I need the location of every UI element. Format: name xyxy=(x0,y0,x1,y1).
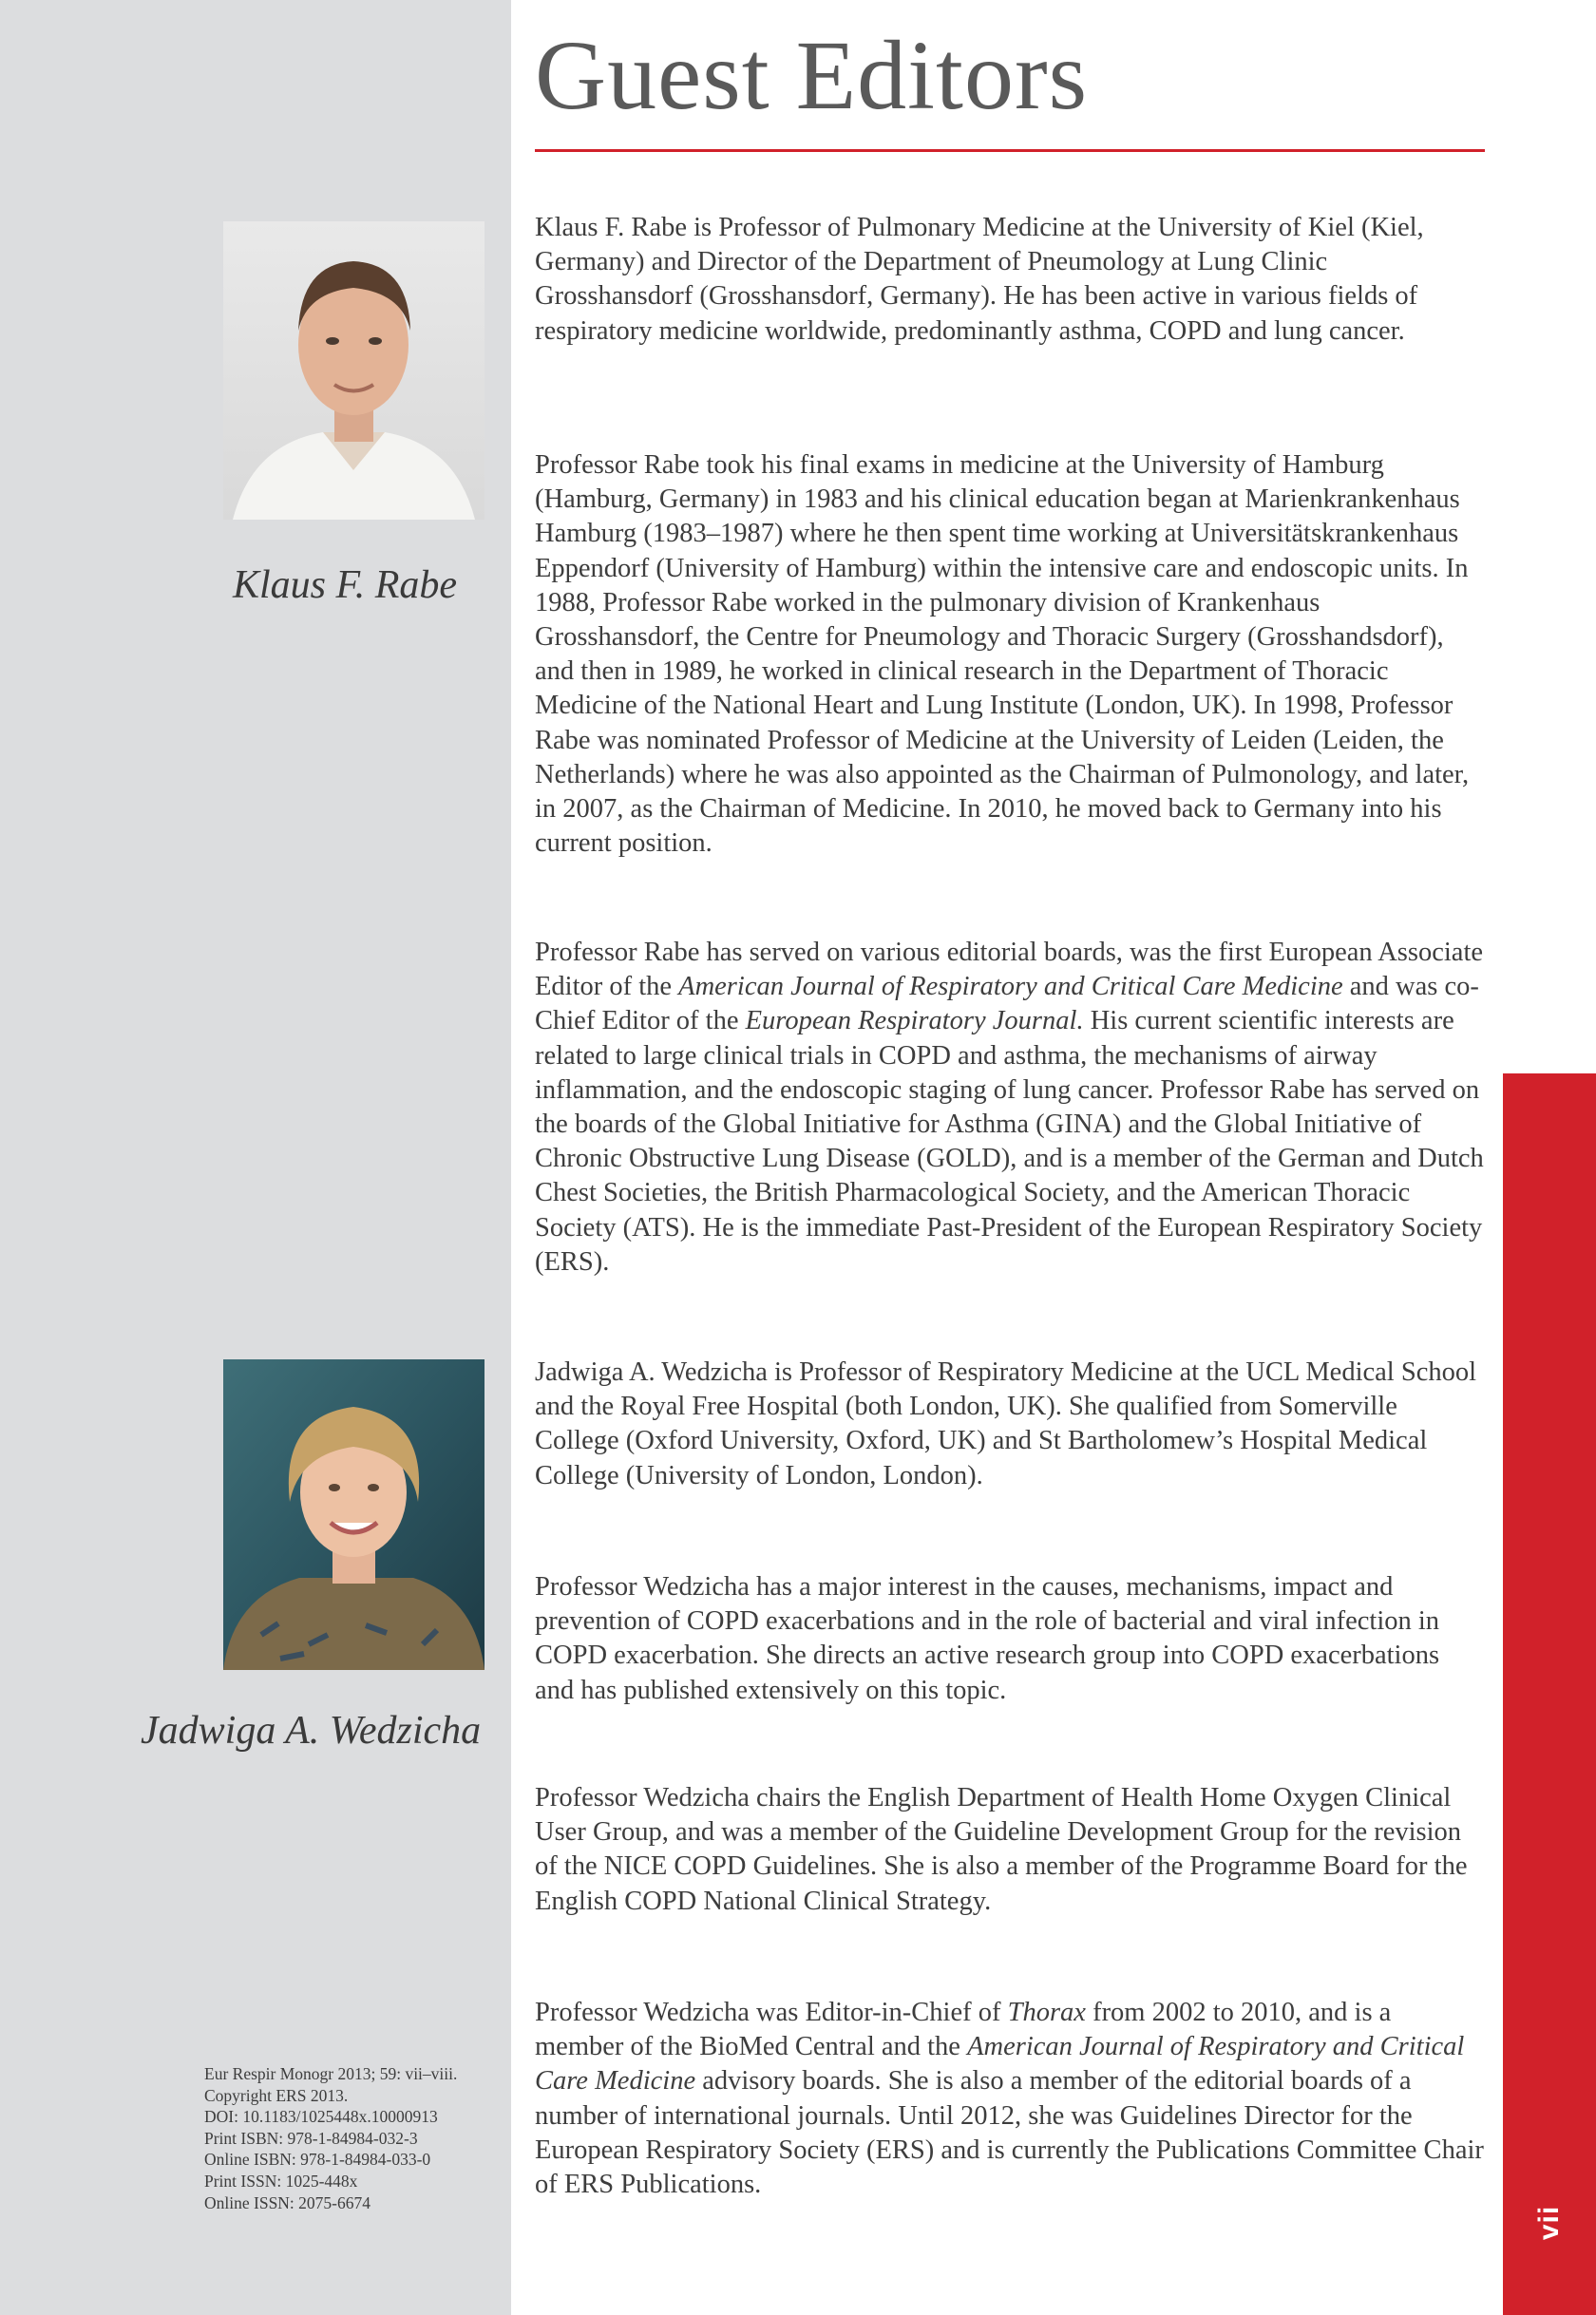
journal-title: American Journal of Respiratory and Critical Care Medicine xyxy=(535,2032,1465,2097)
editor-name-wedzicha: Jadwiga A. Wedzicha xyxy=(141,1709,482,1753)
red-page-tab xyxy=(1503,1073,1596,2315)
journal-title: American Journal of Respiratory and Critical Care Medicine xyxy=(678,972,1343,1002)
wedzicha-bio-paragraph-1: Jadwiga A. Wedzicha is Professor of Respiratory Medicine at the UCL Medical School and the Royal Free Hospital (both London, UK). She qualified from Somerville College (Oxford University, Oxford, UK) and St Bartholomew’s Hospital Medical College (University of London, London). xyxy=(535,1357,1477,1490)
journal-title: Thorax xyxy=(1007,1998,1086,2027)
portrait-photo-rabe xyxy=(223,221,484,520)
rabe-bio-paragraph-3: Professor Rabe has served on various editorial boards, was the first European Associate Editor of the American Journal of Respiratory and Critical Care Medicine and was co-Chief Editor of the European Respiratory Journal. His current scientific interests are related to large clinical trials in COPD and asthma, the mechanisms of airway inflammation, and the endoscopic staging of lung cancer. Professor Rabe has served on the boards of the Global Initiative for Asthma (GINA) and the Global Initiative of Chronic Obstructive Lung Disease (GOLD), and is a member of the German and Dutch Chest Societies, the British Pharmacological Society, and the American Thoracic Society (ATS). He is the immediate Past-President of the European Respiratory Society (ERS). xyxy=(535,938,1484,1277)
publication-metadata xyxy=(204,2063,508,2213)
copyright-line: Copyright ERS 2013. xyxy=(204,2085,349,2105)
page-number xyxy=(1503,2175,1596,2270)
title-rule xyxy=(535,149,1485,152)
online-isbn-line: Online ISBN: 978-1-84984-033-0 xyxy=(204,2150,431,2170)
rabe-bio-paragraph-1: Klaus F. Rabe is Professor of Pulmonary Medicine at the University of Kiel (Kiel, Germany) and Director of the Department of Pneumology at Lung Clinic Grosshansdorf (Grosshansdorf, Germany). He has been active in various fields of respiratory medicine worldwide, predominantly asthma, COPD and lung cancer. xyxy=(535,213,1424,346)
portrait-photo-wedzicha xyxy=(223,1359,484,1670)
rabe-bio-paragraph-2: Professor Rabe took his final exams in medicine at the University of Hamburg (Hamburg, Germany) in 1983 and his clinical education began at Marienkrankenhaus Hamburg (1983–1987) where he then spent time working at Universitätskrankenhaus Eppendorf (University of Hamburg) within the intensive care and endoscopic units. In 1988, Professor Rabe worked in the pulmonary division of Krankenhaus Grosshansdorf, the Centre for Pneumology and Thoracic Surgery (Grosshandsdorf), and then in 1989, he worked in clinical research in the Department of Thoracic Medicine of the National Heart and Lung Institute (London, UK). In 1998, Professor Rabe was nominated Professor of Medicine at the University of Leiden (Leiden, the Netherlands) where he was also appointed as the Chairman of Pulmonology, and later, in 2007, as the Chairman of Medicine. In 2010, he moved back to Germany into his current position. xyxy=(535,450,1470,859)
wedzicha-bio-paragraph-3: Professor Wedzicha chairs the English Department of Health Home Oxygen Clinical User Group, and was a member of the Guideline Development Group for the revision of the NICE COPD Guidelines. She is also a member of the Programme Board for the English COPD National Clinical Strategy. xyxy=(535,1783,1468,1916)
citation-line: Eur Respir Monogr 2013; 59: vii–viii. xyxy=(204,2064,458,2083)
wedzicha-bio-paragraph-4: Professor Wedzicha was Editor-in-Chief of Thorax from 2002 to 2010, and is a member of the BioMed Central and the American Journal of Respiratory and Critical Care Medicine advisory boards. She is also a member of the editorial boards of a number of international journals. Until 2012, she was Guidelines Director for the European Respiratory Society (ERS) and is currently the Publications Committee Chair of ERS Publications. xyxy=(535,1998,1484,2200)
online-issn-line: Online ISSN: 2075-6674 xyxy=(204,2192,370,2212)
page-number-label: vii xyxy=(1532,2205,1565,2241)
print-issn-line: Print ISSN: 1025-448x xyxy=(204,2171,358,2191)
editor-name-rabe: Klaus F. Rabe xyxy=(233,563,458,607)
print-isbn-line: Print ISBN: 978-1-84984-032-3 xyxy=(204,2128,418,2148)
doi-line: DOI: 10.1183/1025448x.10000913 xyxy=(204,2107,438,2127)
wedzicha-bio-paragraph-2: Professor Wedzicha has a major interest in the causes, mechanisms, impact and prevention of COPD exacerbations and in the role of bacterial and viral infection in COPD exacerbation. She directs an active research group into COPD exacerbations and has published extensively on this topic. xyxy=(535,1572,1440,1705)
journal-title: European Respiratory Journal. xyxy=(745,1006,1084,1036)
page-title: Guest Editors xyxy=(535,21,1089,130)
